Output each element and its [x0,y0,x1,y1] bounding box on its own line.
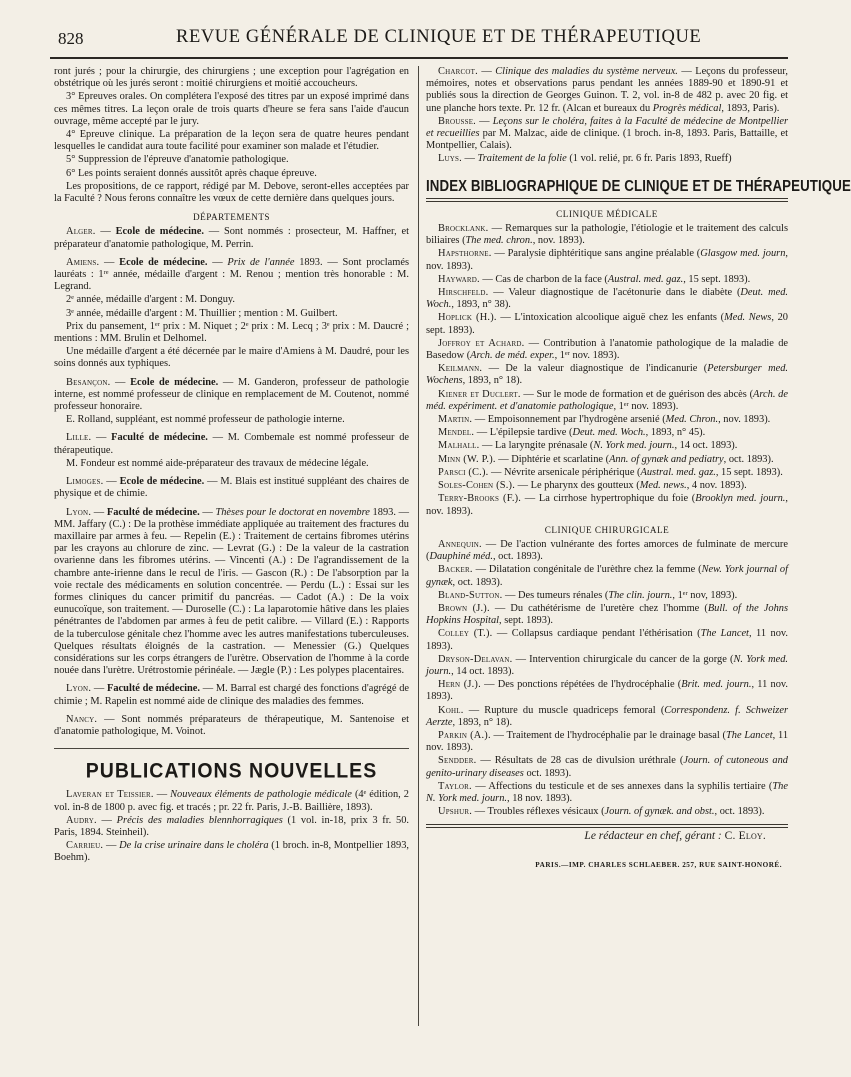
journal-name: The N. York med. journ. [426,780,788,804]
publication-title: Clinique des maladies du système nerveux. [495,66,678,77]
bibliography-details: , 1893, n° 18). [452,716,513,728]
bibliography-title: — L'épilepsie tardive ( [474,427,573,439]
journal-name: Brooklyn med. journ. [695,493,786,505]
publication-title: Traitement de la folie [477,153,567,165]
journal-name: N. York med. journ. [426,653,788,677]
bibliography-title: — La laryngite prénasale ( [479,440,594,452]
bibliography-author: Soles-Cohen (S.). [438,480,516,492]
publication-details: par M. Malzac, aide de clinique. (1 broch. in-8, 1893. Paris, Battaille, et Montpellier, Calais). [426,128,788,152]
bibliography-title: — Diphtérie et scarlatine ( [495,453,610,465]
news-text: 2ᵉ année, médaille d'argent : M. Donguy. [66,294,236,306]
bibliography-details: , nov. 1893). [718,414,771,426]
journal-name: Arch. de méd. expériment. et d'anatomie pathologique [426,388,788,412]
journal-name: Journ. of gynæk. and obst. [604,806,715,818]
bibliography-author: Hirschfeld. [438,287,489,299]
bibliography-title: — Valeur diagnostique de l'acétonurie dans le diabète ( [488,287,741,299]
section-heading-publications: PUBLICATIONS NOUVELLES [85,759,378,784]
news-item-lyon: Lyon. — Faculté de médecine. — M. Barral est chargé des fonctions d'agrégé de chimie ; M. Rapelin est nommé aide de clinique des maladies des femmes. [54,683,409,707]
news-item-nancy [54,714,409,738]
city-name: Lille. [66,432,92,444]
bibliography-title: — De l'action vulnérante des fortes amorces de fulminate de mercure ( [426,538,788,563]
publication-title: De la crise urinaire dans le choléra [119,840,269,852]
section-rule [54,748,409,749]
journal-name: Journ. of cutoneous and genito-urinary diseases [426,755,789,779]
publication-details: (1 broch. in-8, Montpellier 1893, Boehm). [54,840,409,864]
news-text: 1893. — Sont proclamés lauréats : 1ʳᵉ année, médaille d'argent : M. Renou ; mention très honorable : M. Legrand. [54,256,409,293]
journal-name: Petersburger med. Wochens [426,363,788,387]
publication-entry: Luys. — Traitement de la folie (1 vol. relié, pr. 6 fr. Paris 1893, Rueff) [438,153,732,165]
bibliography-details: oct. 1893). [523,767,572,779]
journal-name: Deut. med. Woch. [426,287,788,311]
intro-paragraph: 3° Epreuves orales. On complétera l'exposé des titres par un exposé imprimé dans ces mêmes titres. La leçon orale de trois quarts d'heure se fera sans l'aide d'aucun ouvrage, même accepté par le jury. [54,91,409,127]
publication-details: (1 vol. relié, pr. 6 fr. Paris 1893, Rueff) [566,153,732,165]
bibliography-entry [426,781,788,805]
news-text: 3ᵉ année, médaille d'argent : M. Thuillier ; mention : M. Guilbert. [66,307,338,319]
bibliography-author: Terry-Brooks (F.). [438,493,522,505]
bibliography-title: — Contribution à l'anatomie pathologique de la maladie de Basedow ( [426,337,788,362]
bibliography-author: Kohl. [438,704,464,716]
news-text: M. Fondeur est nommé aide-préparateur des travaux de médecine légale. [66,457,369,469]
journal-name: Glasgow med. journ [700,248,786,260]
bibliography-author: Minn (W. P.). [438,453,496,465]
bibliography-details: , 1893, n° 45). [645,427,706,439]
publication-title: Précis des maladies blennhorragiques [116,814,283,826]
bibliography-title: — Du cathétérisme de l'uretère chez l'homme ( [489,602,708,614]
bibliography-entry [426,223,788,247]
news-item-lille: Lille. — Faculté de médecine. — M. Combemale est nommé professeur de thérapeutique. [54,432,410,456]
bibliography-details: , 15 sept. 1893). [715,466,783,478]
bibliography-entry [426,603,788,627]
news-item-besancon: Besançon. — Ecole de médecine. — M. Ganderon, professeur de pathologie interne, est nommé professeur de clinique en remplacement de M. Coutenot, nommé professeur honoraire. [54,376,410,413]
journal-name: Progrès médical [652,102,722,114]
bibliography-entry [426,806,788,818]
bibliography-author: Keilmann. [438,363,483,375]
news-item-alger: Alger. — Ecole de médecine. — Sont nommés : prosecteur, M. Haffner, et préparateur d'anatomie pathologique, M. Perrin. [54,226,409,250]
bibliography-entry [426,338,788,362]
bibliography-entry [426,389,788,413]
bibliography-details: , nov. 1893). [532,235,585,247]
bibliography-entry [426,454,788,466]
publication-details: (4ᵉ édition, 2 vol. in-8 de 1800 p. avec fig. et tracés ; pr. 22 fr. Paris, J.-B. Baillière, 1893). [54,789,409,813]
journal-name: The clin. journ. [608,589,673,601]
signature-text: Le rédacteur en chef, gérant : [584,830,725,843]
bibliography-entry [426,248,788,272]
bibliography-title: — Résultats de 28 cas de divulsion uréthrale ( [476,755,684,767]
editor-name: C. Eloy. [724,830,766,843]
publication-title: Nouveaux éléments de pathologie médicale [170,789,352,801]
printer-imprint: PARIS.—IMP. CHARLES SCHLAEBER. 257, RUE SAINT-HONORÉ. [535,860,782,869]
bibliography-author: Taylor. [438,780,472,792]
bibliography-title: — La cirrhose hypertrophique du foie ( [521,493,696,505]
column-divider [418,66,419,1026]
bibliography-entry [426,654,788,678]
publication-author: Audry. [66,814,97,826]
editor-signature [426,830,788,842]
journal-name: Med. News [724,312,772,324]
bibliography-details: , oct. 1893). [492,551,543,563]
news-text: 1893. — MM. Jaffary (C.) : De la prothèse immédiate appliquée au traitement des fractures du maxillaire par armes à feu. — Repelin (E.) : Traitement de certains fibromes utérins par les crayons au chlorure de zinc. — Levrat (G.) : De la valeur de la castration ovarienne dans les fibromes utérins. — Vincenti (A.) : De l'agrandissement de la chambre ante-irienne dans le recul de l'iris. — Gascon (R.) : De l'absorption par la voie rectale des médicaments en solution concentrée. — Perdu (L.) : Essai sur les formes cliniques du cancer primitif du pancréas. — Cadot (A.) : De la voix eunucoïque, son traitement. — Duroselle (C.) : La laparotomie hâtive dans les plaies pénétrantes de l'abdomen par armes à feu de petit calibre. — Villard (E.) : Rapports de la tuberculose génitale chez l'homme avec les autres manifestations tuberculeuses. Quelques résultats éloignés de la castration. — Menessier (G.) Quelques considérations sur les corps étrangers de l'urètre. Observation de l'homme à la corde nouée dans l'urètre. Urétrostomie périnéale. — Jægle (P.) : Les polypes placentaires. [54,506,410,677]
institution-name: Faculté de médecine. [107,683,200,695]
intro-paragraph: 4° Epreuve clinique. La préparation de la leçon sera de quatre heures pendant lesquelles le candidat aura toute facilité pour examiner son malade et l'étudier. [54,129,409,153]
bibliography-details: , 11 nov. 1893). [426,679,789,703]
institution-name: Faculté de médecine. [106,506,200,518]
bibliography-title: — Des ponctions répétées de l'hydrocéphalie ( [480,679,682,691]
institution-name: Faculté de médecine. [111,432,208,444]
subsection-heading-clinique-medicale: CLINIQUE MÉDICALE [556,208,658,219]
bibliography-title: — Collapsus cardiaque pendant l'éthérisation ( [492,628,701,640]
news-text: — M. Combemale est nommé professeur de thérapeutique. [54,432,410,456]
section-heading-index: INDEX BIBLIOGRAPHIQUE DE CLINIQUE ET DE THÉRAPEUTIQUE [426,176,851,195]
publication-author: Laveran et Teissier. [66,789,154,801]
bibliography-author: Hayward. [438,273,480,285]
publication-title: Leçons sur le choléra, faites à la Faculté de médecine de Montpellier et recueillies [426,115,788,140]
journal-name: Bull. of the Johns Hopkins Hospital [426,602,788,627]
news-item-lyon: Lyon. — Faculté de médecine. — Thèses pour le doctorat en novembre 1893. — MM. Jaffary (C.) : De la prothèse immédiate appliquée au traitement des fractures du maxillaire par armes à feu. — Repelin (E.) : Traitement de certains fibromes utérins par les crayons au chlorure de zinc. — Levrat (G.) : De la valeur de la castration ovarienne dans les fibromes utérins. — Vincenti (A.) : De l'agrandissement de la chambre ante-irienne dans le recul de l'iris. — Gascon (R.) : De l'absorption par la voie rectale des médicaments en solution concentrée. — Perdu (L.) : Essai sur les formes cliniques du cancer primitif du pancréas. — Cadot (A.) : De la voix eunucoïque, son traitement. — Duroselle (C.) : La laparotomie hâtive dans les plaies pénétrantes de l'abdomen par armes à feu de petit calibre. — Villard (E.) : Rapports de la tuberculose génitale chez l'homme avec les autres manifestations tuberculeuses. Quelques résultats éloignés de la castration. — Menessier (G.) Quelques considérations sur les corps étrangers de l'urètre. Observation de l'homme à la corde nouée dans l'urètre. Urétrostomie périnéale. — Jægle (P.) : Les polypes placentaires. [54,506,410,677]
city-name: Nancy. [66,713,98,725]
bibliography-author: Backer. [438,564,473,576]
bibliography-entry [426,628,788,652]
bibliography-entry [426,312,788,336]
bibliography-author: Dryson-Delavan. [438,653,513,665]
journal-name: N. York med. journ. [593,440,675,452]
bibliography-details: , nov. 1893). [426,493,789,517]
journal-name: Ann. of gynæk and pediatry [609,453,724,465]
journal-name: The Lancet [725,729,773,741]
bibliography-entry [426,440,788,452]
bibliography-details: , 14 oct. 1893). [674,440,738,452]
bibliography-title: — Traitement de l'hydrocéphalie par le drainage basal ( [490,729,726,741]
publication-entry: Laveran et Teissier. — Nouveaux éléments de pathologie médicale (4ᵉ édition, 2 vol. in-8 de 1800 p. avec fig. et tracés ; pr. 22 fr. Paris, J.-B. Baillière, 1893). [54,789,409,813]
bibliography-title: — L'intoxication alcoolique aiguë chez les enfants ( [496,312,725,324]
news-text: — M. Ganderon, professeur de pathologie interne, est nommé professeur de clinique en remplacement de M. Coutenot, nommé professeur honoraire. [54,376,410,413]
bibliography-author: Malhall. [438,440,480,452]
right-column [426,66,851,872]
bibliography-author: Mendel. [438,427,475,439]
publication-details: — Leçons du professeur, mémoires, notes et observations parus pendant les années 1889-90 et 1890-91 et publiés sous la direction de Georges Guinon. T. 2, vol. in-8 de 482 p. avec 20 fig. et une planche hors texte. Pr. 12 fr. (Alcan et bureaux du [426,66,788,114]
journal-name: The med. chron. [465,235,533,247]
bibliography-entry [426,274,788,286]
clinique-chirurgicale-list [426,539,788,818]
journal-name: Austral. med. gaz. [607,273,684,285]
intro-paragraph: ront jurés ; pour la chirurgie, des chirurgiens ; une exception pour l'agrégation en obstétrique où les jurés seront : moitié chirurgiens et moitié accoucheurs. [54,66,409,90]
bibliography-details: , 11 nov. 1893). [426,729,789,754]
bibliography-author: Annequin. [438,538,482,550]
publication-entry: Brousse. — Leçons sur le choléra, faites à la Faculté de médecine de Montpellier et recueillies par M. Malzac, aide de clinique. (1 broch. in-8, 1893. Paris, Battaille, et Montpellier, Calais). [426,115,788,152]
bibliography-title: — Dilatation congénitale de l'urèthre chez la femme ( [472,564,702,576]
institution-name: Ecole de médecine. [130,376,219,388]
publication-details: (1 vol. in-18, prix 3 fr. 50. Paris, 1894. Steinheil). [54,814,409,838]
institution-name: Ecole de médecine. [119,476,205,488]
bibliography-author: Hapsthorne. [438,248,492,260]
bibliography-author: Joffroy et Achard. [438,337,525,349]
bibliography-title: — Sur le mode de formation et de guérison des abcès ( [520,388,754,400]
bibliography-author: Kiener et Duclert. [438,388,521,400]
bibliography-details: , 1893, n° 18). [462,375,523,387]
bibliography-entry [426,539,788,563]
bibliography-entry [426,730,788,754]
city-name: Lyon. [66,683,92,695]
bibliography-title: — Troubles réflexes vésicaux ( [472,806,605,818]
bibliography-details: , 18 nov. 1893). [507,792,573,804]
publication-author: Carrieu. [66,840,104,852]
bibliography-details: , 1ᵉʳ nov. 1893). [613,400,679,412]
bibliography-details: , 11 nov. 1893). [426,628,789,652]
intro-paragraph: 6° Les points seraient donnés aussitôt après chaque épreuve. [66,167,317,179]
journal-name: Arch. de méd. exper. [470,350,555,362]
journal-name: Austral. med. gaz. [640,466,716,478]
bibliography-author: Bland-Sutton. [438,589,503,601]
bibliography-details: , nov. 1893). [426,248,788,272]
journal-name: Correspondenz. f. Schweizer Aerzte [426,704,788,728]
bibliography-title: — Rupture du muscle quadriceps femoral ( [463,704,665,716]
bibliography-author: Parsci (C.). [438,466,489,478]
header-rule [50,57,788,59]
theses-title: Thèses pour le doctorat en novembre [215,506,370,518]
journal-name: New. York journal of gynæk [426,564,788,588]
bibliography-entry [426,705,788,729]
left-column [54,66,409,866]
bibliography-entry [426,493,788,517]
bibliography-details: , 1893, n° 38). [451,299,511,311]
page-number: 828 [58,29,84,48]
news-item-amiens: Amiens. — Ecole de médecine. — Prix de l'année 1893. — Sont proclamés lauréats : 1ʳᵉ année, médaille d'argent : M. Renou ; mention très honorable : M. Legrand. [54,256,409,293]
bibliography-entry [426,414,788,426]
bibliography-entry [426,564,788,588]
bibliography-details: , 4 nov. 1893). [686,480,747,492]
publication-author: Luys. [438,153,462,165]
institution-name: Ecole de médecine. [119,256,208,268]
bibliography-details: , 14 oct. 1893). [451,665,515,677]
bibliography-author: Hern (J.). [438,679,481,691]
prize-title: Prix de l'année [227,256,295,268]
bibliography-title: — Le pharynx des goutteux ( [515,480,640,492]
publication-author: Brousse. [438,115,476,127]
news-text: Une médaille d'argent a été décernée par le maire d'Amiens à M. Daudré, pour les soins donnés aux typhiques. [54,346,409,370]
city-name: Alger. [66,226,96,238]
section-rule [426,198,788,202]
publication-entry: Charcot. — Clinique des maladies du système nerveux. — Leçons du professeur, mémoires, notes et observations parus pendant les années 1889-90 et 1890-91 et publiés sous la direction de Georges Guinon. T. 2, vol. in-8 de 482 p. avec 20 fig. et une planche hors texte. Pr. 12 fr. (Alcan et bureaux du Progrès médical, 1893, Paris). [426,66,788,114]
closing-rule [426,824,788,828]
bibliography-details: , sept. 1893). [499,615,553,627]
bibliography-title: — De la valeur diagnostique de l'indicanurie ( [482,363,708,375]
publication-author: Charcot. [438,66,478,77]
bibliography-entry [426,427,788,439]
bibliography-author: Hoplick (H.). [438,312,497,324]
bibliography-details: , oct. 1893). [723,453,774,465]
section-heading-departements: DÉPARTEMENTS [192,212,271,223]
journal-name: Deut. med. Woch. [572,427,646,439]
city-name: Limoges. [66,476,104,488]
city-name: Amiens. [66,256,100,268]
journal-name: Dauphiné méd. [429,551,493,563]
bibliography-entry [426,679,788,703]
bibliography-author: Upshur. [438,806,473,818]
bibliography-entry [426,287,788,311]
bibliography-details: , oct. 1893). [452,576,503,588]
bibliography-details: , 15 sept. 1893). [683,273,751,285]
bibliography-title: — Intervention chirurgicale du cancer de la gorge ( [512,653,734,665]
bibliography-entry [426,480,788,492]
journal-name: Med. news. [639,480,687,492]
bibliography-title: — Empoisonnement par l'hydrogène arsenié ( [472,414,666,426]
bibliography-entry [426,590,788,602]
bibliography-author: Parkin (A.). [438,729,491,741]
publication-details: , 1893, Paris). [721,102,780,114]
city-name: Besançon. [66,376,111,388]
bibliography-author: Brown (J.). [438,602,490,614]
bibliography-title: — Paralysie diphtéritique sans angine préalable ( [491,248,701,260]
bibliography-details: , 1ᵉʳ nov, 1893). [672,589,738,601]
journal-name: Brit. med. journ. [681,679,752,691]
bibliography-details: , oct. 1893). [714,806,765,818]
news-text: E. Rolland, suppléant, est nommé professeur de pathologie interne. [66,414,345,426]
bibliography-author: Sendder. [438,755,477,767]
news-item-limoges: Limoges. — Ecole de médecine. — M. Blais est institué suppléant des chaires de physique et de chimie. [54,476,409,500]
bibliography-title: — Cas de charbon de la face ( [479,273,608,285]
clinique-medicale-list [426,223,788,518]
page-header [58,27,783,53]
bibliography-details: , 20 sept. 1893). [426,312,788,336]
bibliography-author: Brocklank. [438,223,489,235]
intro-paragraph: Les propositions, de ce rapport, rédigé par M. Debove, seront-elles acceptées par la Faculté ? Nous ferons connaître les vœux de cette dernière dans quelques jours. [54,180,409,205]
journal-name: The Lancet [700,628,749,640]
subsection-heading-clinique-chirurgicale: CLINIQUE CHIRURGICALE [544,524,670,535]
running-title: REVUE GÉNÉRALE DE CLINIQUE ET DE THÉRAPEUTIQUE [176,27,702,47]
intro-paragraph: 5° Suppression de l'épreuve d'anatomie pathologique. [66,154,289,166]
bibliography-author: Martin. [438,414,473,426]
bibliography-title: — Affections du testicule et de ses annexes dans la syphilis tertiaire ( [471,780,773,792]
publication-entry: Carrieu. — De la crise urinaire dans le choléra (1 broch. in-8, Montpellier 1893, Boehm). [54,840,409,864]
institution-name: Ecole de médecine. [115,226,204,238]
bibliography-title: — Des tumeurs rénales ( [502,589,609,601]
news-text: — Sont nommés préparateurs de thérapeutique, M. Santenoise et d'anatomie pathologique, M. Voinot. [54,713,409,737]
bibliography-details: , 1ᵉʳ nov. 1893). [554,350,620,362]
news-text: Prix du pansement, 1ᵉʳ prix : M. Niquet ; 2ᵉ prix : M. Lecq ; 3ᵉ prix : M. Daucré ; mentions : MM. Brulin et Delhomel. [54,320,409,345]
news-text: — Sont nommés : prosecteur, M. Haffner, et préparateur d'anatomie pathologique, M. Perrin. [54,226,409,250]
bibliography-title: — Remarques sur la pathologie, l'étiologie et le traitement des calculs biliaires ( [426,223,788,247]
journal-name: Med. Chron. [665,414,719,426]
bibliography-author: Colley (T.). [438,628,493,640]
city-name: Lyon. [66,506,92,518]
bibliography-title: — Névrite arsenicale périphérique ( [488,466,641,478]
news-text: — M. Blais est institué suppléant des chaires de physique et de chimie. [54,476,409,500]
publication-entry: Audry. — Précis des maladies blennhorragiques (1 vol. in-18, prix 3 fr. 50. Paris, 1894. Steinheil). [54,814,409,838]
bibliography-entry [426,363,788,387]
bibliography-entry [426,755,788,779]
news-text: — M. Barral est chargé des fonctions d'agrégé de chimie ; M. Rapelin est nommé aide de clinique des maladies des femmes. [54,683,409,707]
bibliography-entry [426,467,788,479]
